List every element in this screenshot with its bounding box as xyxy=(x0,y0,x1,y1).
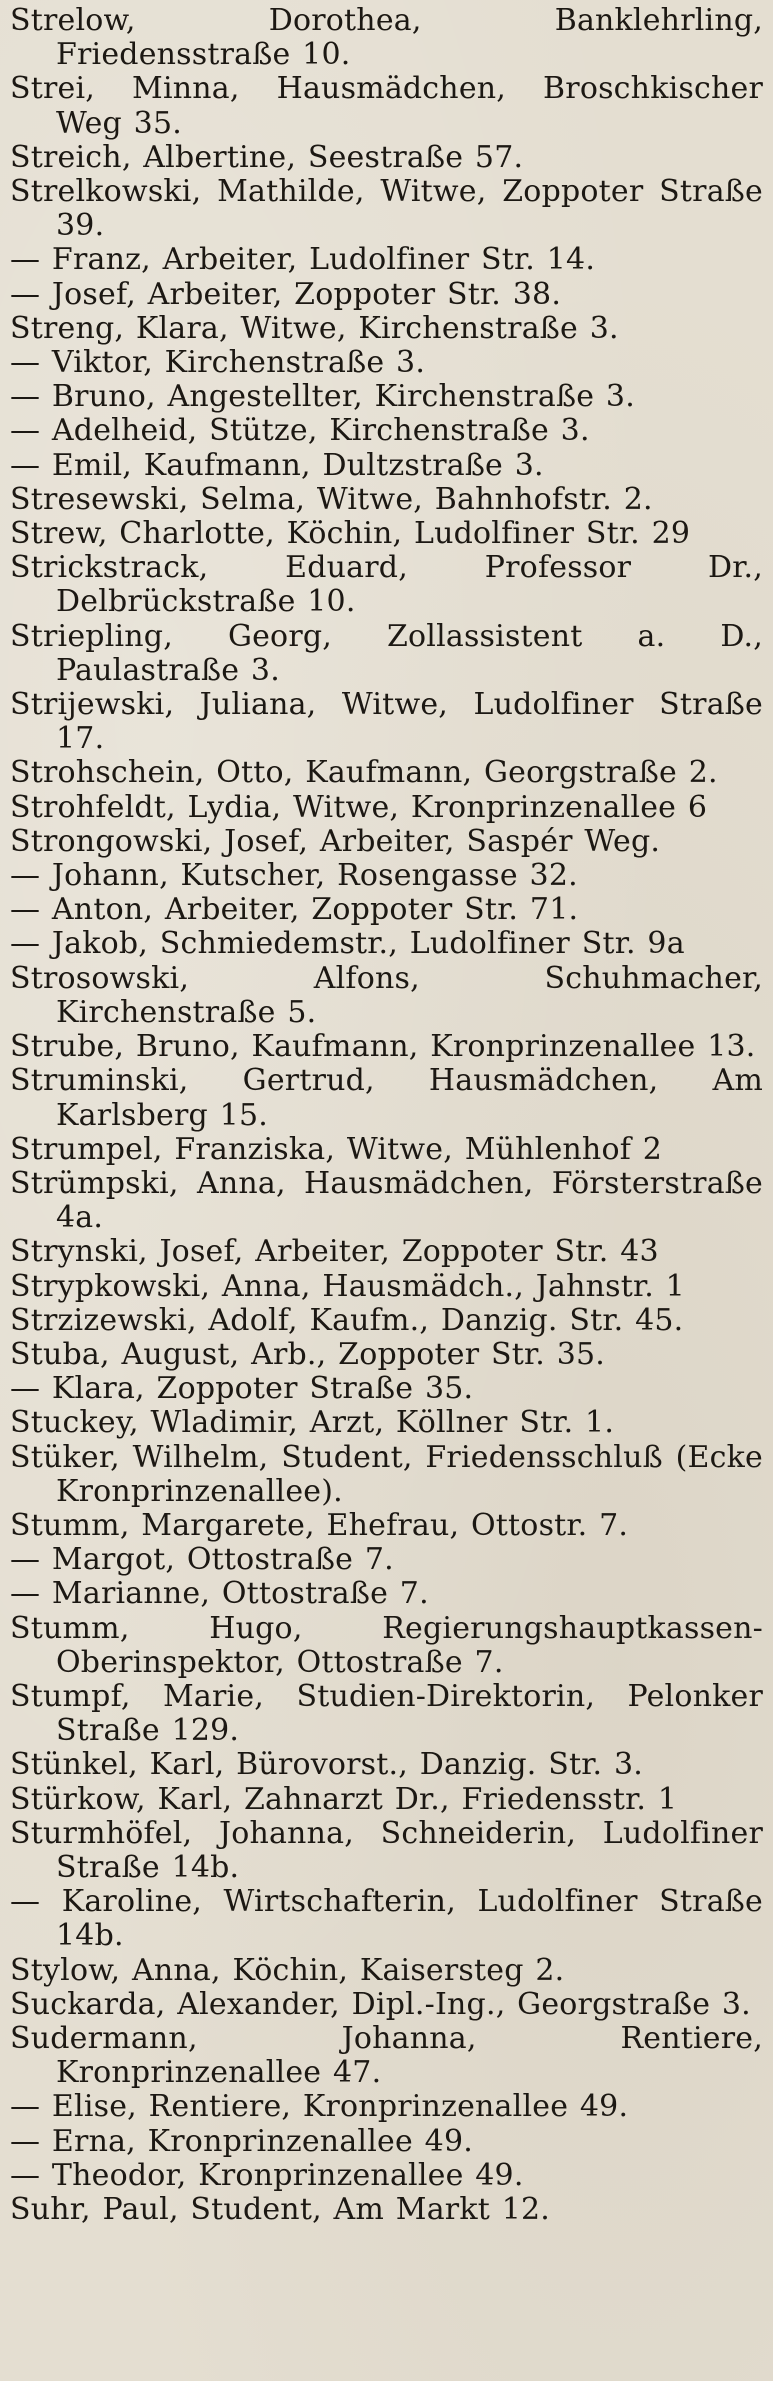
directory-entry: Stumpf, Marie, Studien-Direktorin, Pelonker Straße 129. xyxy=(10,1678,763,1749)
sub-entry: — Viktor, Kirchenstraße 3. xyxy=(10,345,426,381)
directory-entry: Strijewski, Juliana, Witwe, Ludolfiner Straße 17. xyxy=(10,687,763,757)
directory-entry: Striepling, Georg, Zollassistent a. D., Paulastraße 3. xyxy=(10,618,763,688)
directory-entry: Streng, Klara, Witwe, Kirchenstraße 3. xyxy=(10,310,619,346)
directory-entry: Stumm, Hugo, Regierungshauptkassen-Oberinspektor, Ottostraße 7. xyxy=(10,1610,763,1680)
directory-entry: Suhr, Paul, Student, Am Markt 12. xyxy=(10,2192,551,2227)
address-entry-list xyxy=(10,4,763,2227)
directory-entry: Strosowski, Alfons, Schuhmacher, Kirchenstraße 5. xyxy=(10,960,763,1030)
directory-entry: Sudermann, Johanna, Rentiere, Kronprinzenallee 47. xyxy=(10,2020,763,2091)
sub-entry: — Elise, Rentiere, Kronprinzenallee 49. xyxy=(10,2089,629,2125)
directory-entry: Stuckey, Wladimir, Arzt, Köllner Str. 1. xyxy=(10,1405,615,1441)
directory-entry: Stürkow, Karl, Zahnarzt Dr., Friedensstr. 1 xyxy=(10,1781,678,1817)
sub-entry: — Adelheid, Stütze, Kirchenstraße 3. xyxy=(10,413,590,449)
directory-entry: Stresewski, Selma, Witwe, Bahnhofstr. 2. xyxy=(10,481,653,517)
sub-entry: — Marianne, Ottostraße 7. xyxy=(10,1576,429,1612)
sub-entry: — Franz, Arbeiter, Ludolfiner Str. 14. xyxy=(10,242,596,278)
directory-entry: Strickstrack, Eduard, Professor Dr., Delbrückstraße 10. xyxy=(10,550,763,620)
directory-entry: Sturmhöfel, Johanna, Schneiderin, Ludolfiner Straße 14b. xyxy=(10,1815,763,1885)
sub-entry: — Emil, Kaufmann, Dultzstraße 3. xyxy=(10,447,544,483)
sub-entry: — Jakob, Schmiedemstr., Ludolfiner Str. 9a xyxy=(10,926,685,962)
directory-entry: Stumm, Margarete, Ehefrau, Ottostr. 7. xyxy=(10,1507,629,1543)
directory-entry: Stuba, August, Arb., Zoppoter Str. 35. xyxy=(10,1336,606,1372)
directory-entry: Strümpski, Anna, Hausmädchen, Försterstraße 4a. xyxy=(10,1165,763,1236)
directory-entry: Stünkel, Karl, Bürovorst., Danzig. Str. 3. xyxy=(10,1747,644,1783)
directory-entry: Stylow, Anna, Köchin, Kaisersteg 2. xyxy=(10,1952,565,1988)
sub-entry: — Margot, Ottostraße 7. xyxy=(10,1542,394,1578)
directory-entry: Strumpel, Franziska, Witwe, Mühlenhof 2 xyxy=(10,1131,663,1167)
sub-entry: — Bruno, Angestellter, Kirchenstraße 3. xyxy=(10,379,635,415)
directory-entry: Strew, Charlotte, Köchin, Ludolfiner Str. 29 xyxy=(10,516,691,552)
directory-entry: Strelkowski, Mathilde, Witwe, Zoppoter Straße 39. xyxy=(10,174,763,244)
directory-entry: Strei, Minna, Hausmädchen, Broschkischer Weg 35. xyxy=(10,71,763,141)
directory-entry: Strynski, Josef, Arbeiter, Zoppoter Str. 43 xyxy=(10,1234,659,1270)
directory-entry: Streich, Albertine, Seestraße 57. xyxy=(10,139,524,175)
sub-entry: — Johann, Kutscher, Rosengasse 32. xyxy=(10,858,578,894)
sub-entry: — Klara, Zoppoter Straße 35. xyxy=(10,1371,474,1407)
directory-entry: Strohschein, Otto, Kaufmann, Georgstraße 2. xyxy=(10,755,718,791)
directory-entry: Stüker, Wilhelm, Student, Friedensschluß (Ecke Kronprinzenallee). xyxy=(10,1439,763,1509)
sub-entry: — Theodor, Kronprinzenallee 49. xyxy=(10,2157,524,2193)
directory-entry: Strelow, Dorothea, Banklehrling, Friedensstraße 10. xyxy=(10,3,763,73)
directory-entry: Suckarda, Alexander, Dipl.-Ing., Georgstraße 3. xyxy=(10,1986,751,2022)
directory-entry: Strongowski, Josef, Arbeiter, Saspér Weg. xyxy=(10,823,661,859)
sub-entry: — Josef, Arbeiter, Zoppoter Str. 38. xyxy=(10,276,562,312)
directory-entry: Strypkowski, Anna, Hausmädch., Jahnstr. 1 xyxy=(10,1268,685,1304)
sub-entry: — Erna, Kronprinzenallee 49. xyxy=(10,2123,473,2159)
sub-entry: — Karoline, Wirtschafterin, Ludolfiner Straße 14b. xyxy=(10,1884,763,1954)
directory-entry: Strzizewski, Adolf, Kaufm., Danzig. Str. 45. xyxy=(10,1302,684,1338)
directory-entry: Strube, Bruno, Kaufmann, Kronprinzenallee 13. xyxy=(10,1029,756,1065)
sub-entry: — Anton, Arbeiter, Zoppoter Str. 71. xyxy=(10,892,579,928)
directory-entry: Strohfeldt, Lydia, Witwe, Kronprinzenallee 6 xyxy=(10,789,708,825)
directory-entry: Struminski, Gertrud, Hausmädchen, Am Karlsberg 15. xyxy=(10,1063,763,1133)
